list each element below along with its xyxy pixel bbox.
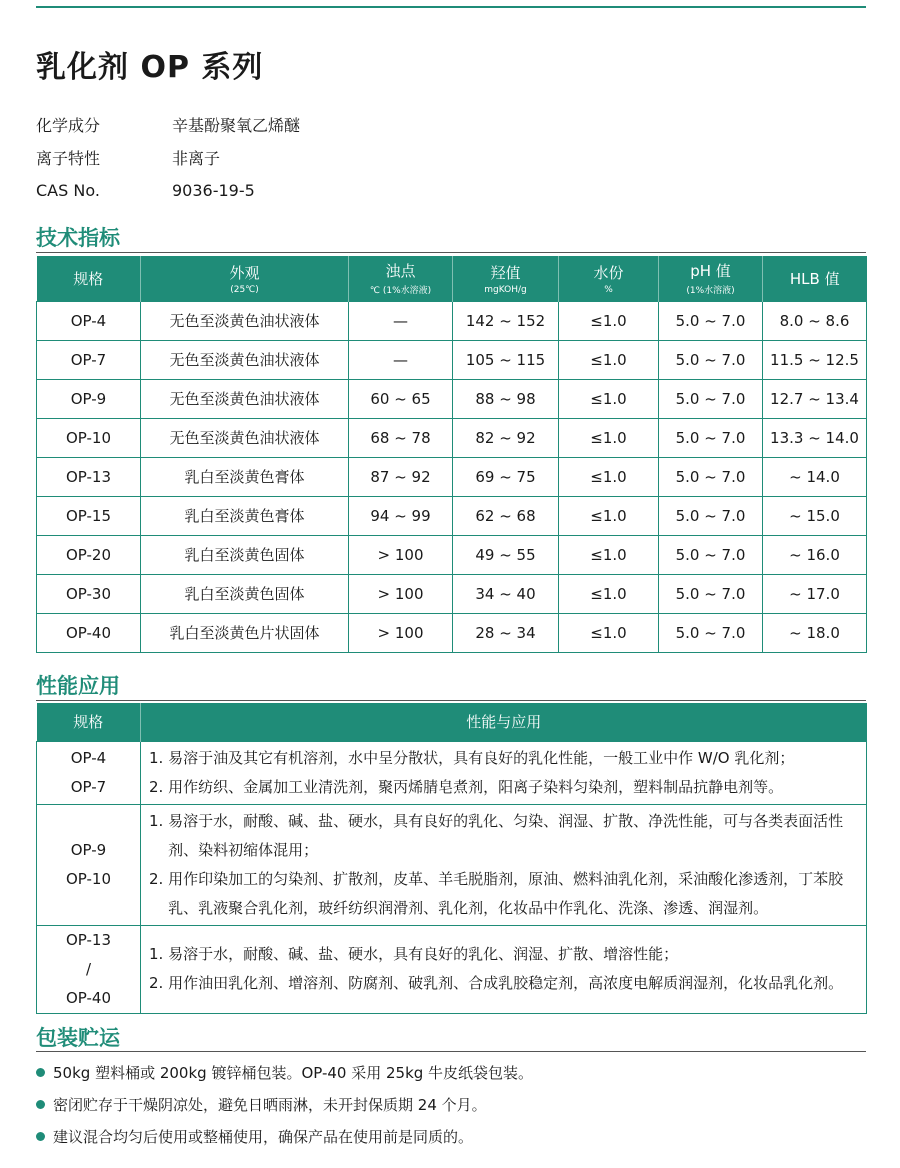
- item-text: 易溶于油及其它有机溶剂，水中呈分散状，具有良好的乳化性能，一般工业中作 W/O 乳化剂；: [168, 748, 795, 767]
- table-row: [37, 379, 867, 418]
- table-cell: 142 ~ 152: [453, 301, 559, 340]
- item-number: 1.: [149, 945, 169, 963]
- application-table: [36, 703, 867, 1014]
- page-title: 乳化剂 OP 系列: [36, 50, 264, 85]
- app-description-cell: [141, 741, 867, 804]
- table-row: [37, 741, 867, 804]
- table-cell: ≤1.0: [559, 379, 659, 418]
- table-cell: ~ 14.0: [763, 457, 867, 496]
- table-cell: 49 ~ 55: [453, 535, 559, 574]
- table-cell: ≤1.0: [559, 496, 659, 535]
- table-cell: OP-13: [37, 457, 141, 496]
- table-cell: 12.7 ~ 13.4: [763, 379, 867, 418]
- table-cell: ~ 15.0: [763, 496, 867, 535]
- table-cell: OP-40: [37, 613, 141, 652]
- table-cell: > 100: [349, 574, 453, 613]
- app-spec-code: OP-4: [70, 748, 107, 767]
- app-spec-code: OP-40: [65, 988, 112, 1007]
- packaging-list: [36, 1056, 533, 1152]
- list-item: [149, 969, 860, 998]
- table-cell: OP-4: [37, 301, 141, 340]
- table-cell: —: [349, 340, 453, 379]
- table-cell: 5.0 ~ 7.0: [659, 301, 763, 340]
- table-cell: ≤1.0: [559, 340, 659, 379]
- bullet-dot-icon: [36, 1100, 45, 1109]
- table-row: [37, 457, 867, 496]
- info-value: 辛基酚聚氧乙烯醚: [172, 116, 301, 135]
- app-spec-code: OP-7: [70, 777, 107, 796]
- table-cell: ~ 17.0: [763, 574, 867, 613]
- section-title-packaging: 包装贮运: [36, 1026, 120, 1050]
- list-item: 建议混合均匀后使用或整桶使用，确保产品在使用前是同质的。: [36, 1120, 533, 1152]
- info-row: [36, 141, 300, 174]
- top-rule: [36, 6, 866, 8]
- table-cell: 乳白至淡黄色膏体: [141, 457, 349, 496]
- info-row: [36, 108, 300, 141]
- spec-table: [36, 256, 867, 653]
- item-number: 2.: [149, 974, 169, 992]
- info-label: 离子特性: [36, 149, 101, 168]
- info-label: CAS No.: [36, 181, 100, 200]
- table-cell: ~ 18.0: [763, 613, 867, 652]
- table-cell: > 100: [349, 613, 453, 652]
- table-cell: OP-10: [37, 418, 141, 457]
- table-cell: 5.0 ~ 7.0: [659, 613, 763, 652]
- list-item: [149, 807, 860, 865]
- app-spec-code: /: [85, 959, 92, 978]
- table-cell: 5.0 ~ 7.0: [659, 418, 763, 457]
- item-text: 易溶于水，耐酸、碱、盐、硬水，具有良好的乳化、匀染、润湿、扩散、净洗性能，可与各类表面活性剂、染料初缩体混用；: [168, 811, 844, 859]
- table-cell: ≤1.0: [559, 418, 659, 457]
- list-item: [149, 744, 860, 773]
- section-rule: [36, 1051, 866, 1052]
- table-row: [37, 925, 867, 1013]
- app-spec-cell: [37, 925, 141, 1013]
- table-cell: 5.0 ~ 7.0: [659, 457, 763, 496]
- spec-header: 外观 (25℃): [141, 256, 349, 301]
- item-number: 2.: [149, 869, 169, 888]
- table-cell: 8.0 ~ 8.6: [763, 301, 867, 340]
- list-item: 50kg 塑料桶或 200kg 镀锌桶包装。OP-40 采用 25kg 牛皮纸袋包装。: [36, 1056, 533, 1088]
- table-cell: 94 ~ 99: [349, 496, 453, 535]
- spec-header: pH 值 (1%水溶液): [659, 256, 763, 301]
- section-rule: [36, 700, 866, 701]
- app-spec-cell: [37, 804, 141, 925]
- table-cell: 5.0 ~ 7.0: [659, 535, 763, 574]
- table-cell: 乳白至淡黄色膏体: [141, 496, 349, 535]
- table-cell: 68 ~ 78: [349, 418, 453, 457]
- table-cell: —: [349, 301, 453, 340]
- table-cell: 5.0 ~ 7.0: [659, 340, 763, 379]
- table-cell: 11.5 ~ 12.5: [763, 340, 867, 379]
- table-row: [37, 574, 867, 613]
- info-value: 非离子: [172, 149, 221, 168]
- table-cell: 无色至淡黄色油状液体: [141, 379, 349, 418]
- app-spec-code: OP-13: [65, 930, 112, 949]
- list-item: 密闭贮存于干燥阴凉处，避免日晒雨淋，未开封保质期 24 个月。: [36, 1088, 533, 1120]
- section-title-tech: 技术指标: [36, 226, 120, 250]
- table-cell: OP-20: [37, 535, 141, 574]
- app-description-cell: [141, 925, 867, 1013]
- table-cell: 乳白至淡黄色固体: [141, 574, 349, 613]
- table-cell: OP-9: [37, 379, 141, 418]
- spec-header: HLB 值: [763, 256, 867, 301]
- app-spec-code: OP-9: [70, 840, 107, 859]
- table-cell: 60 ~ 65: [349, 379, 453, 418]
- table-cell: 5.0 ~ 7.0: [659, 379, 763, 418]
- table-cell: OP-7: [37, 340, 141, 379]
- bullet-dot-icon: [36, 1132, 45, 1141]
- item-number: 1.: [149, 748, 169, 767]
- app-spec-code: OP-10: [65, 869, 112, 888]
- table-cell: 87 ~ 92: [349, 457, 453, 496]
- table-cell: 5.0 ~ 7.0: [659, 496, 763, 535]
- info-row: [36, 174, 300, 207]
- table-row: [37, 804, 867, 925]
- bullet-dot-icon: [36, 1068, 45, 1077]
- item-text: 用作印染加工的匀染剂、扩散剂，皮革、羊毛脱脂剂，原油、燃料油乳化剂，采油酸化渗透剂，丁苯胶乳、乳液聚合乳化剂，玻纤纺织润滑剂、乳化剂，化妆品中作乳化、洗涤、渗透、润湿剂。: [168, 869, 844, 917]
- table-row: [37, 535, 867, 574]
- table-cell: OP-15: [37, 496, 141, 535]
- spec-header: 浊点 ℃ (1%水溶液): [349, 256, 453, 301]
- table-cell: ≤1.0: [559, 574, 659, 613]
- section-title-performance: 性能应用: [36, 674, 120, 698]
- section-rule: [36, 252, 866, 253]
- table-row: [37, 613, 867, 652]
- table-cell: 88 ~ 98: [453, 379, 559, 418]
- table-cell: 乳白至淡黄色固体: [141, 535, 349, 574]
- table-cell: 82 ~ 92: [453, 418, 559, 457]
- info-label: 化学成分: [36, 116, 101, 135]
- table-cell: 69 ~ 75: [453, 457, 559, 496]
- table-cell: 105 ~ 115: [453, 340, 559, 379]
- table-cell: ≤1.0: [559, 457, 659, 496]
- spec-header: 规格: [37, 256, 141, 301]
- app-header: 规格: [37, 703, 141, 741]
- table-cell: 5.0 ~ 7.0: [659, 574, 763, 613]
- table-row: [37, 301, 867, 340]
- table-cell: 13.3 ~ 14.0: [763, 418, 867, 457]
- table-cell: ~ 16.0: [763, 535, 867, 574]
- table-cell: 34 ~ 40: [453, 574, 559, 613]
- list-item: [149, 940, 860, 969]
- table-cell: > 100: [349, 535, 453, 574]
- table-cell: ≤1.0: [559, 535, 659, 574]
- item-text: 用作纺织、金属加工业清洗剂，聚丙烯腈皂煮剂，阳离子染料匀染剂，塑料制品抗静电剂等。: [168, 777, 784, 796]
- table-cell: 62 ~ 68: [453, 496, 559, 535]
- table-cell: 无色至淡黄色油状液体: [141, 340, 349, 379]
- table-row: [37, 340, 867, 379]
- app-header: 性能与应用: [141, 703, 867, 741]
- table-cell: 无色至淡黄色油状液体: [141, 301, 349, 340]
- table-cell: OP-30: [37, 574, 141, 613]
- table-cell: ≤1.0: [559, 613, 659, 652]
- list-item: [149, 773, 860, 802]
- app-spec-cell: [37, 741, 141, 804]
- table-row: [37, 418, 867, 457]
- spec-header-row: [37, 256, 867, 301]
- item-text: 易溶于水，耐酸、碱、盐、硬水，具有良好的乳化、润湿、扩散、增溶性能；: [168, 945, 679, 963]
- item-number: 2.: [149, 777, 169, 796]
- table-cell: 无色至淡黄色油状液体: [141, 418, 349, 457]
- table-cell: 乳白至淡黄色片状固体: [141, 613, 349, 652]
- list-item: [149, 865, 860, 923]
- table-row: [37, 496, 867, 535]
- item-number: 1.: [149, 811, 169, 830]
- app-description-cell: [141, 804, 867, 925]
- table-cell: 28 ~ 34: [453, 613, 559, 652]
- info-value: 9036-19-5: [172, 181, 255, 200]
- table-cell: ≤1.0: [559, 301, 659, 340]
- app-header-row: [37, 703, 867, 741]
- product-info: [36, 108, 300, 207]
- spec-header: 羟值 mgKOH/g: [453, 256, 559, 301]
- item-text: 用作油田乳化剂、增溶剂、防腐剂、破乳剂、合成乳胶稳定剂，高浓度电解质润湿剂，化妆品乳化剂。: [168, 974, 844, 992]
- spec-header: 水份 %: [559, 256, 659, 301]
